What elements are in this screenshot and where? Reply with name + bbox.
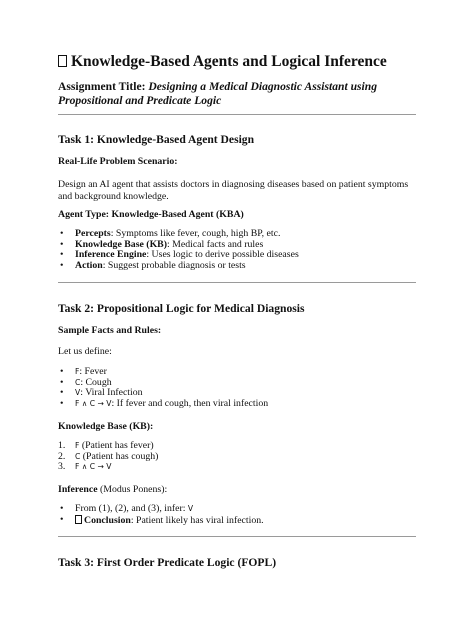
missing-glyph-icon [75, 515, 82, 524]
divider [58, 536, 416, 537]
missing-glyph-icon [58, 55, 67, 67]
list-item: • Inference Engine: Uses logic to derive possible diseases [58, 250, 299, 261]
document-title [58, 53, 387, 71]
list-item: 1. F (Patient has fever) [58, 440, 154, 451]
list-item: • Knowledge Base (KB): Medical facts and rules [58, 240, 299, 251]
agent-components-list [58, 229, 299, 271]
kb-list [58, 441, 158, 473]
list-item: • Conclusion: Patient likely has viral infection. [58, 515, 264, 527]
inference-line: Inference (Modus Ponens): [58, 484, 168, 495]
task1-heading: Task 1: Knowledge-Based Agent Design [58, 133, 255, 146]
scenario-label: Real-Life Problem Scenario: [58, 156, 178, 167]
divider [58, 282, 416, 283]
definitions-list [58, 367, 268, 409]
facts-label: Sample Facts and Rules: [58, 325, 162, 336]
inference-list [58, 504, 264, 526]
list-item: 2. C (Patient has cough) [58, 450, 159, 462]
list-item: • F: Fever [58, 367, 268, 378]
assignment-label: Assignment Title: [58, 80, 146, 93]
divider [58, 114, 416, 115]
task3-heading: Task 3: First Order Predicate Logic (FOPL) [58, 556, 277, 569]
list-item: • From (1), (2), and (3), infer: V [58, 504, 264, 515]
let-define: Let us define: [58, 346, 112, 357]
scenario-text: Design an AI agent that assists doctors in diagnosing diseases based on patient symptoms and background knowledge. [58, 179, 409, 202]
assignment-title [58, 80, 378, 108]
list-item: • C: Cough [58, 378, 268, 389]
document-title-text: Knowledge-Based Agents and Logical Inference [71, 53, 387, 70]
assignment-text: Designing a Medical Diagnostic Assistant using Propositional and Predicate Logic [58, 80, 377, 107]
list-item: • Percepts: Symptoms like fever, cough, high BP, etc. [58, 229, 299, 240]
list-item: • Action: Suggest probable diagnosis or tests [58, 261, 299, 272]
list-item: • F ∧ C → V: If fever and cough, then viral infection [58, 399, 268, 410]
kb-label: Knowledge Base (KB): [58, 421, 154, 432]
agent-type: Agent Type: Knowledge-Based Agent (KBA) [58, 209, 244, 220]
task2-heading: Task 2: Propositional Logic for Medical Diagnosis [58, 302, 305, 315]
list-item: 3. F ∧ C → V [58, 461, 112, 473]
list-item: • V: Viral Infection [58, 388, 268, 399]
